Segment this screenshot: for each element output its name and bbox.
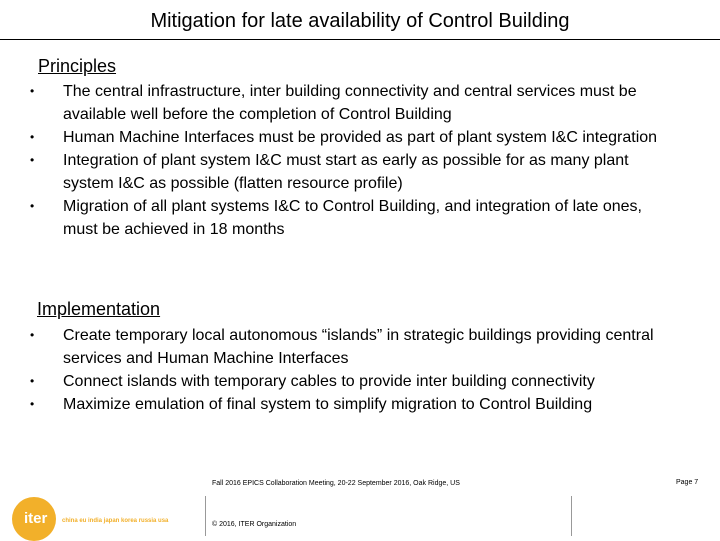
- list-item-text: Migration of all plant systems I&C to Control Building, and integration of late ones, must be achieved in 18 months: [63, 198, 642, 238]
- bullet-icon: •: [30, 84, 35, 98]
- slide-title: Mitigation for late availability of Control Building: [150, 10, 570, 32]
- list-item-text: Human Machine Interfaces must be provided as part of plant system I&C integration: [63, 129, 658, 146]
- iter-logo: [0, 494, 205, 540]
- iter-logo-text: iter: [24, 510, 48, 527]
- list-item: [30, 195, 680, 241]
- footer-divider-right: [571, 496, 572, 536]
- footer-copyright-text: © 2016, ITER Organization: [212, 521, 297, 528]
- page-number: Page 7: [676, 479, 699, 486]
- list-item-text: The central infrastructure, inter building connectivity and central services must be available well before the completion of Control Building: [63, 83, 637, 123]
- principles-list: [30, 80, 680, 241]
- implementation-heading: Implementation: [37, 299, 161, 319]
- bullet-icon: •: [30, 374, 35, 388]
- bullet-icon: •: [30, 153, 35, 167]
- bullet-icon: •: [30, 397, 35, 411]
- list-item: [30, 324, 680, 370]
- footer-divider-left: [205, 496, 206, 536]
- list-item: [30, 370, 680, 393]
- list-item: [30, 149, 680, 195]
- footer-meeting-text: Fall 2016 EPICS Collaboration Meeting, 20-22 September 2016, Oak Ridge, US: [212, 480, 460, 487]
- principles-heading: Principles: [38, 56, 117, 76]
- list-item-text: Integration of plant system I&C must start as early as possible for as many plant system I&C as possible (flatten resource profile): [63, 152, 629, 192]
- list-item-text: Connect islands with temporary cables to provide inter building connectivity: [63, 373, 595, 390]
- list-item: [30, 126, 680, 149]
- iter-members-text: china eu india japan korea russia usa: [62, 518, 169, 524]
- list-item: [30, 80, 680, 126]
- bullet-icon: •: [30, 199, 35, 213]
- list-item: [30, 393, 680, 416]
- bullet-icon: •: [30, 328, 35, 342]
- implementation-list: [30, 324, 680, 416]
- list-item-text: Create temporary local autonomous “islands” in strategic buildings providing central services and Human Machine Interfaces: [63, 327, 654, 367]
- list-item-text: Maximize emulation of final system to simplify migration to Control Building: [63, 396, 593, 413]
- bullet-icon: •: [30, 130, 35, 144]
- title-divider: [0, 39, 720, 40]
